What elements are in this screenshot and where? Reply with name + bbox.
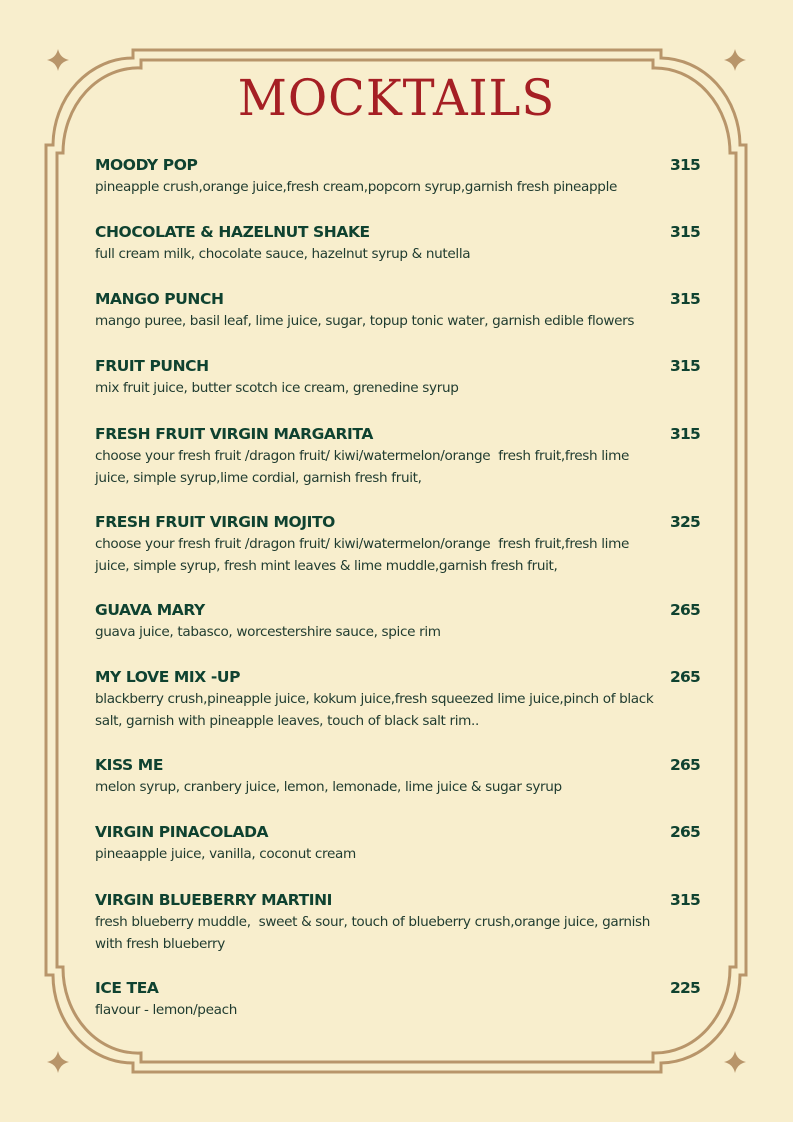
item-description: guava juice, tabasco, worcestershire sauce, spice rim (95, 624, 441, 640)
item-name: CHOCOLATE & HAZELNUT SHAKE (95, 223, 370, 241)
menu-item (95, 356, 700, 399)
item-description: mix fruit juice, butter scotch ice cream, grenedine syrup (95, 380, 459, 396)
item-price: 325 (670, 513, 700, 531)
item-description: melon syrup, cranbery juice, lemon, lemonade, lime juice & sugar syrup (95, 779, 562, 795)
item-name: MANGO PUNCH (95, 290, 224, 308)
item-price: 315 (670, 290, 700, 308)
item-price: 265 (670, 756, 700, 774)
item-name: KISS ME (95, 756, 164, 774)
sparkle-star-icon (724, 1051, 746, 1073)
item-name: FRESH FRUIT VIRGIN MOJITO (95, 513, 335, 531)
item-description: blackberry crush,pineapple juice, kokum juice,fresh squeezed lime juice,pinch of black salt, garnish with pineapple leaves, touch of black salt rim.. (95, 691, 654, 729)
menu-item (95, 755, 700, 798)
item-name: MY LOVE MIX -UP (95, 668, 241, 686)
item-price: 265 (670, 601, 700, 619)
item-name: FRUIT PUNCH (95, 357, 209, 375)
sparkle-star-icon (47, 1051, 69, 1073)
menu-item (95, 600, 700, 643)
item-description: mango puree, basil leaf, lime juice, sugar, topup tonic water, garnish edible flowers (95, 313, 635, 329)
item-price: 265 (670, 823, 700, 841)
item-description: flavour - lemon/peach (95, 1002, 237, 1018)
item-name: FRESH FRUIT VIRGIN MARGARITA (95, 425, 373, 443)
item-price: 315 (670, 891, 700, 909)
menu-item (95, 978, 700, 1021)
item-description: choose your fresh fruit /dragon fruit/ kiwi/watermelon/orange fresh fruit,fresh lime juice, simple syrup,lime cordial, garnish fresh fruit, (95, 448, 629, 486)
menu-item (95, 424, 700, 489)
item-price: 315 (670, 357, 700, 375)
menu-item (95, 512, 700, 577)
page-title: MOCKTAILS (237, 69, 556, 127)
menu-item (95, 289, 700, 332)
item-description: pineapple crush,orange juice,fresh cream,popcorn syrup,garnish fresh pineapple (95, 179, 618, 195)
item-name: MOODY POP (95, 156, 198, 174)
item-price: 315 (670, 156, 700, 174)
item-price: 225 (670, 979, 700, 997)
item-price: 315 (670, 223, 700, 241)
menu-item (95, 822, 700, 865)
item-name: GUAVA MARY (95, 601, 205, 619)
item-name: VIRGIN PINACOLADA (95, 823, 269, 841)
item-name: ICE TEA (95, 979, 159, 997)
item-description: fresh blueberry muddle, sweet & sour, touch of blueberry crush,orange juice, garnish with fresh blueberry (95, 914, 651, 952)
item-description: pineaapple juice, vanilla, coconut cream (95, 846, 356, 862)
menu-item (95, 890, 700, 955)
menu-item (95, 667, 700, 732)
item-price: 265 (670, 668, 700, 686)
item-description: choose your fresh fruit /dragon fruit/ kiwi/watermelon/orange fresh fruit,fresh lime juice, simple syrup, fresh mint leaves & lime muddle,garnish fresh fruit, (95, 536, 629, 574)
menu-item (95, 222, 700, 265)
item-description: full cream milk, chocolate sauce, hazelnut syrup & nutella (95, 246, 471, 262)
item-price: 315 (670, 425, 700, 443)
menu-item (95, 155, 700, 198)
item-name: VIRGIN BLUEBERRY MARTINI (95, 891, 333, 909)
